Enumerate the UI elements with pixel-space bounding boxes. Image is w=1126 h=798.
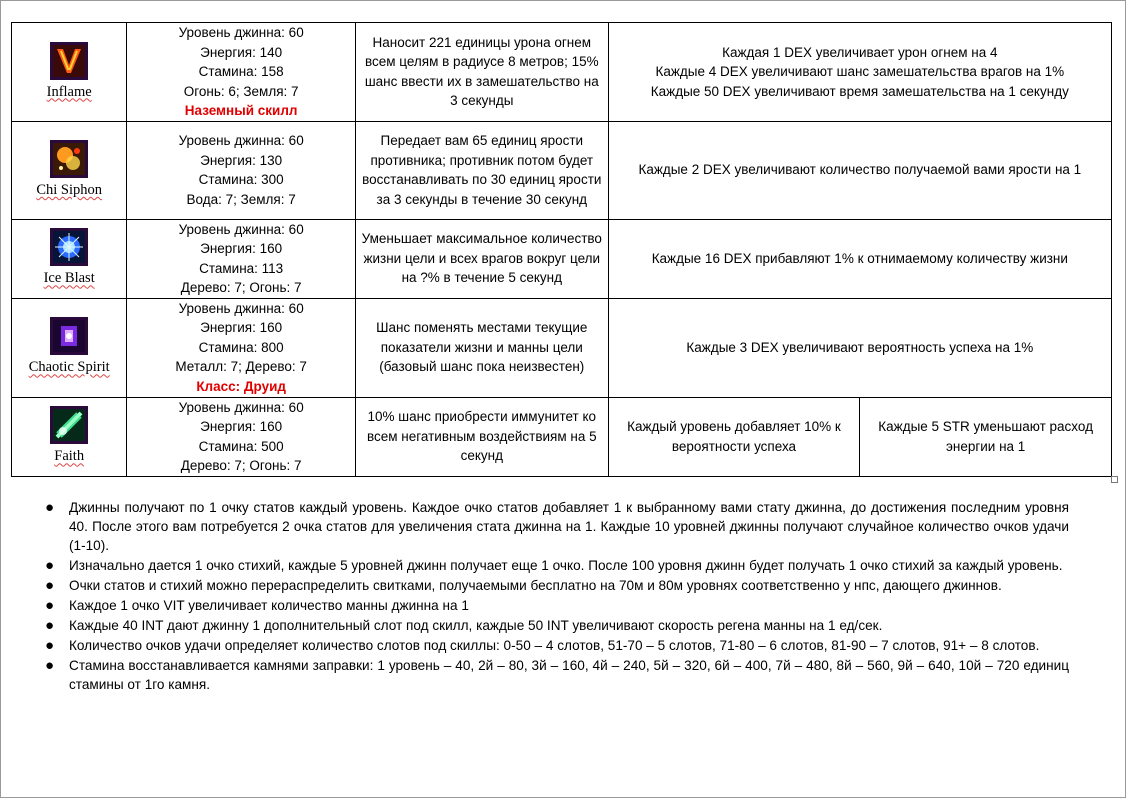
stat-line: Уровень джинна: 60: [178, 300, 304, 316]
stat-line: Стамина: 113: [199, 260, 284, 276]
skill-scaling: [608, 219, 1111, 298]
skill-cell: [12, 298, 127, 397]
skill-cell: [12, 397, 127, 476]
list-item: [45, 636, 1069, 655]
skill-scaling: [608, 23, 1111, 122]
skill-name: Chi Siphon: [36, 181, 102, 198]
stat-line: Огонь: 6; Земля: 7: [183, 83, 299, 99]
list-item: [45, 576, 1069, 595]
skill-cell: [12, 23, 127, 122]
stat-line: Металл: 7; Дерево: 7: [175, 359, 307, 375]
stat-line: Вода: 7; Земля: 7: [186, 191, 296, 207]
list-item: [45, 498, 1069, 555]
scaling-line: Каждые 3 DEX увеличивают вероятность успеха на 1%: [686, 339, 1034, 355]
stat-line: Уровень джинна: 60: [178, 399, 304, 415]
stat-line: Стамина: 800: [198, 339, 284, 355]
note-text: Каждое 1 очко VIT увеличивает количество манны джинна на 1: [69, 598, 469, 613]
note-text: Очки статов и стихий можно перераспределить свитками, получаемыми бесплатно на 70м и 80м уровнях соответственно у нпс, дающего джиннов.: [69, 578, 1002, 593]
skill-stats: [127, 23, 356, 122]
bullet-icon: ●: [45, 499, 55, 516]
bullet-icon: ●: [45, 657, 55, 674]
scaling-line: Каждые 2 DEX увеличивают количество получаемой вами ярости на 1: [638, 162, 1082, 178]
stat-line: Уровень джинна: 60: [178, 221, 304, 237]
stat-line: Энергия: 130: [200, 152, 283, 168]
table-row: [12, 219, 1112, 298]
skill-description: 10% шанс приобрести иммунитет ко всем негативным воздействиям на 5 секунд: [355, 397, 608, 476]
skill-name: Inflame: [46, 83, 92, 100]
stat-line: Дерево: 7; Огонь: 7: [180, 458, 302, 473]
note-text: Каждые 40 INT дают джинну 1 дополнительный слот под скилл, каждые 50 INT увеличивают скорость регена манны на 1 ед/сек.: [69, 618, 883, 633]
note-text: Изначально дается 1 очко стихий, каждые 5 уровней джинн получает еще 1 очко. После 100 уровня джинн будет получать 1 очко стихий за каждый уровень.: [69, 558, 1063, 573]
scaling-line: Каждая 1 DEX увеличивает урон огнем на 4: [722, 44, 998, 60]
skill-name: Chaotic Spirit: [28, 359, 110, 376]
scaling-line: Каждые 4 DEX увеличивают шанс замешательства врагов на 1%: [655, 64, 1065, 79]
skill-description: Наносит 221 единицы урона огнем всем целям в радиусе 8 метров; 15% шанс ввести их в замешательство на 3 секунды: [355, 23, 608, 122]
table-row: [12, 121, 1112, 219]
table-row: [12, 397, 1112, 476]
list-item: [45, 656, 1069, 694]
scaling-line: Каждые 50 DEX увеличивают время замешательства на 1 секунду: [650, 83, 1069, 99]
stat-line: Энергия: 140: [200, 44, 283, 60]
skill-scaling: [608, 121, 1111, 219]
stat-line: Энергия: 160: [200, 320, 283, 336]
note-text: Стамина восстанавливается камнями заправки: 1 уровень – 40, 2й – 80, 3й – 160, 4й – 240, 5й – 320, 6й – 400, 7й – 480, 8й – 560, 9й – 640, 10й – 720 единиц стамины от 1го камня.: [69, 658, 1069, 692]
ice-blast-icon: [50, 228, 88, 266]
skill-tag: Наземный скилл: [184, 103, 298, 118]
skill-scaling: [608, 298, 1111, 397]
bullet-icon: ●: [45, 597, 55, 614]
table-row: [12, 298, 1112, 397]
list-item: [45, 556, 1069, 575]
skills-table: [11, 22, 1112, 477]
note-text: Джинны получают по 1 очку статов каждый уровень. Каждое очко статов добавляет 1 к выбранному вами стату джинна, до достижения последним уровня 40. После этого вам потребуется 2 очка статов для увеличения стата джинна на 1. Каждые 10 уровней джинны получают случайное количество очков удачи (1-10).: [69, 500, 1069, 553]
stat-line: Энергия: 160: [200, 241, 283, 256]
table-resize-handle[interactable]: [1111, 476, 1118, 483]
note-text: Количество очков удачи определяет количество слотов под скиллы: 0-50 – 4 слотов, 51-70 – 5 слотов, 71-80 – 6 слотов, 81-90 – 7 слотов, 91+ – 8 слотов.: [69, 638, 1040, 653]
skill-stats: [127, 219, 356, 298]
skill-cell: [12, 219, 127, 298]
skill-stats: [127, 121, 356, 219]
chi-siphon-icon: [50, 140, 88, 178]
skill-stats: [127, 397, 356, 476]
skill-name: Faith: [54, 448, 85, 465]
inflame-fire-icon: [50, 42, 88, 80]
scaling-line: Каждые 16 DEX прибавляют 1% к отнимаемому количеству жизни: [651, 250, 1068, 266]
skill-cell: [12, 121, 127, 219]
skill-description: Уменьшает максимальное количество жизни цели и всех врагов вокруг цели на ?% в течение 5 секунд: [355, 219, 608, 298]
bullet-icon: ●: [45, 557, 55, 574]
skill-stats: [127, 298, 356, 397]
stat-line: Дерево: 7; Огонь: 7: [180, 280, 302, 295]
stat-line: Стамина: 300: [198, 172, 284, 187]
stat-line: Стамина: 158: [198, 64, 284, 79]
stat-line: Уровень джинна: 60: [178, 25, 304, 40]
faith-icon: [50, 406, 88, 444]
bullet-icon: ●: [45, 617, 55, 634]
bullet-icon: ●: [45, 577, 55, 594]
bullet-icon: ●: [45, 637, 55, 654]
stat-line: Энергия: 160: [200, 419, 283, 434]
stat-line: Стамина: 500: [198, 438, 284, 454]
list-item: [45, 596, 1069, 615]
skill-tag: Класс: Друид: [196, 378, 286, 394]
notes-list: [29, 498, 1069, 695]
skill-scaling-right: Каждые 5 STR уменьшают расход энергии на 1: [860, 397, 1112, 476]
skill-description: Шанс поменять местами текущие показатели жизни и манны цели (базовый шанс пока неизвестен): [355, 298, 608, 397]
table-row: [12, 23, 1112, 122]
stat-line: Уровень джинна: 60: [178, 133, 304, 148]
skill-scaling-left: Каждый уровень добавляет 10% к вероятности успеха: [608, 397, 860, 476]
chaotic-spirit-icon: [50, 317, 88, 355]
list-item: [45, 616, 1069, 635]
skill-description: Передает вам 65 единиц ярости противника; противник потом будет восстанавливать по 30 единиц ярости за 3 секунды в течение 30 секунд: [355, 121, 608, 219]
skill-name: Ice Blast: [43, 270, 95, 287]
